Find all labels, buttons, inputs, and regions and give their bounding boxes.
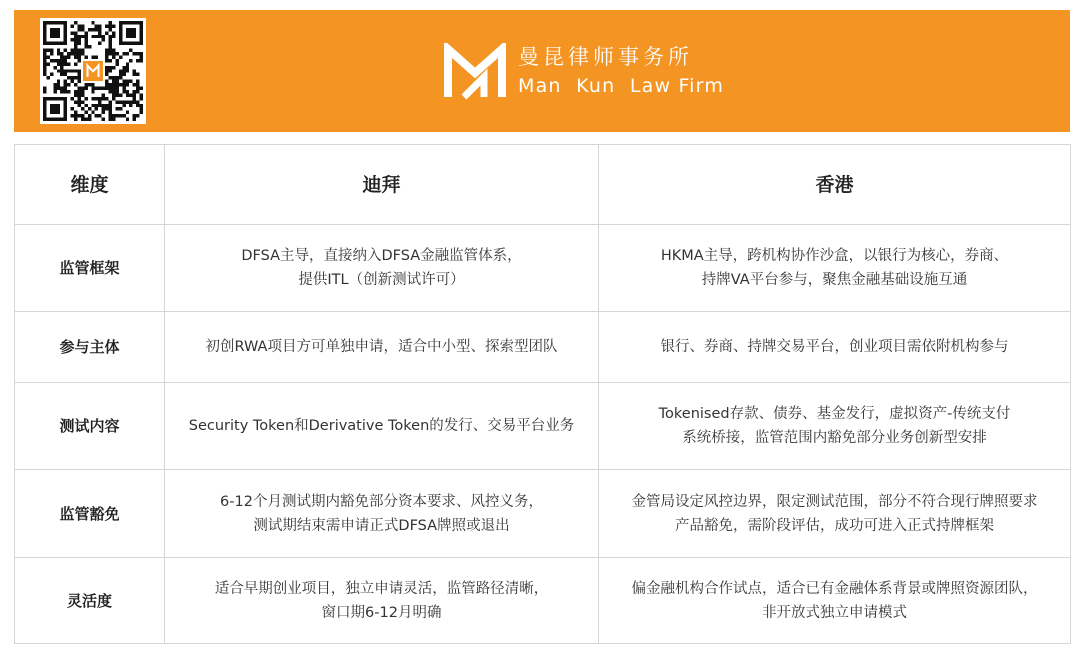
- table-row: [15, 312, 1071, 383]
- row-dimension: 监管框架: [15, 225, 165, 312]
- hongkong-cell: [599, 225, 1071, 312]
- hongkong-cell: [599, 558, 1071, 644]
- dubai-cell: [165, 558, 599, 644]
- brand-name-cn: 曼昆律师事务所: [518, 45, 693, 69]
- hongkong-cell: [599, 312, 1071, 383]
- header-row: [15, 145, 1071, 225]
- cell-line: 初创RWA项目方可单独申请，适合中小型、探索型团队: [205, 339, 558, 355]
- cell-line: 窗口期6-12月明确: [321, 604, 442, 621]
- cell-line: 系统桥接，监管范围内豁免部分业务创新型安排: [682, 430, 987, 446]
- dubai-cell: [165, 312, 599, 383]
- cell-line: 测试期结束需申请正式DFSA牌照或退出: [253, 517, 510, 534]
- row-dimension: 参与主体: [15, 312, 165, 383]
- cell-line: DFSA主导，直接纳入DFSA金融监管体系，: [241, 248, 522, 264]
- table-row: [15, 383, 1071, 470]
- cell-line: 非开放式独立申请模式: [762, 604, 907, 621]
- dubai-cell: [165, 225, 599, 312]
- comparison-table: [14, 144, 1071, 644]
- table-row: [15, 470, 1071, 558]
- table-row: [15, 225, 1071, 312]
- row-dimension: 监管豁免: [15, 470, 165, 558]
- row-dimension: 测试内容: [15, 383, 165, 470]
- cell-line: 6-12个月测试期内豁免部分资本要求、风控义务，: [220, 493, 543, 510]
- table-row: [15, 558, 1071, 644]
- dubai-cell: [165, 383, 599, 470]
- cell-line: HKMA主导，跨机构协作沙盒，以银行为核心，券商、: [660, 248, 1009, 264]
- cell-line: 提供ITL（创新测试许可）: [298, 272, 465, 288]
- header-dubai: 迪拜: [165, 145, 599, 225]
- cell-line: 银行、券商、持牌交易平台，创业项目需依附机构参与: [660, 339, 1009, 355]
- dubai-cell: [165, 470, 599, 558]
- cell-line: 偏金融机构合作试点，适合已有金融体系背景或牌照资源团队，: [631, 580, 1038, 597]
- brand-name-en: Man Kun Law Firm: [518, 75, 725, 97]
- qr-code[interactable]: [40, 18, 146, 124]
- cell-line: Security Token和Derivative Token的发行、交易平台业务: [188, 418, 575, 434]
- brand: [444, 40, 724, 104]
- cell-line: Tokenised存款、债券、基金发行，虚拟资产-传统支付: [658, 406, 1011, 422]
- row-dimension: 灵活度: [15, 558, 165, 644]
- header-banner: [14, 10, 1070, 132]
- header-hongkong: 香港: [599, 145, 1071, 225]
- hongkong-cell: [599, 383, 1071, 470]
- cell-line: 金管局设定风控边界，限定测试范围，部分不符合现行牌照要求: [631, 493, 1038, 510]
- hongkong-cell: [599, 470, 1071, 558]
- m-logo-icon: [444, 43, 506, 101]
- qr-code-image: [43, 21, 143, 121]
- cell-line: 产品豁免，需阶段评估，成功可进入正式持牌框架: [675, 517, 994, 534]
- cell-line: 持牌VA平台参与，聚焦金融基础设施互通: [701, 272, 968, 288]
- header-dimension: 维度: [15, 145, 165, 225]
- cell-line: 适合早期创业项目，独立申请灵活，监管路径清晰，: [214, 580, 549, 597]
